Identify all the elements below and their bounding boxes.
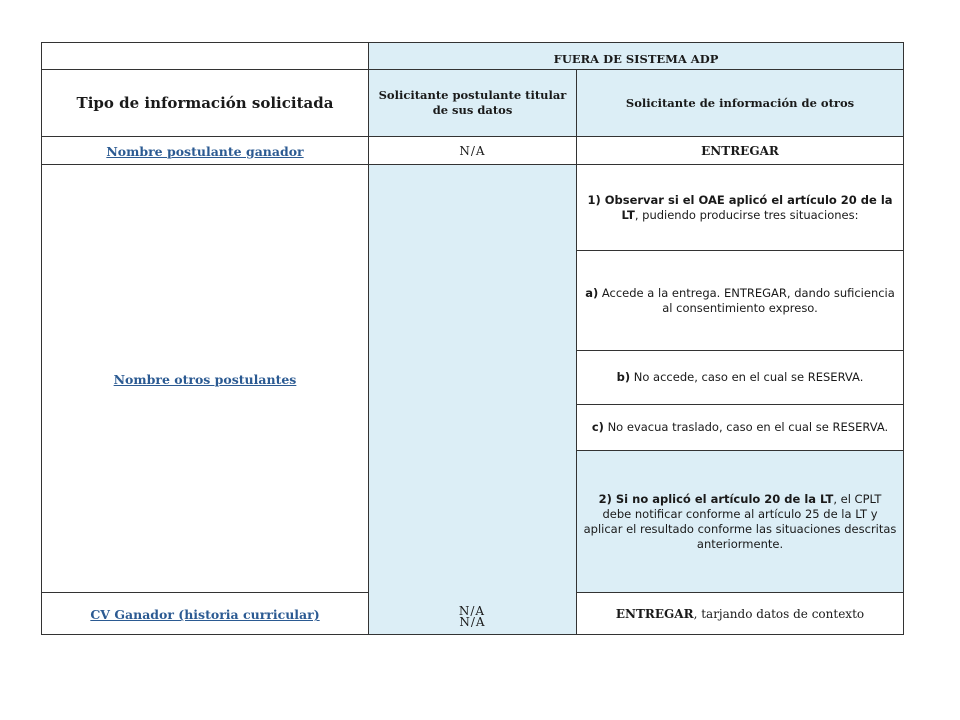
item-c-text: No evacua traslado, caso en el cual se RESERVA. bbox=[603, 420, 889, 434]
col-header-otros-text: Solicitante de información de otros bbox=[625, 95, 855, 110]
table-row bbox=[42, 165, 904, 251]
row-label-link-ganador[interactable]: Nombre postulante ganador bbox=[106, 144, 304, 159]
item-a-bold: a) bbox=[585, 285, 599, 300]
item-b-bold: b) bbox=[616, 370, 631, 384]
item-b-text: No accede, caso en el cual se RESERVA. bbox=[630, 370, 864, 384]
otros-value: ENTREGAR bbox=[701, 143, 779, 158]
otros-cell bbox=[577, 137, 904, 165]
titular-value: N/A bbox=[459, 143, 486, 158]
row-label-cell bbox=[42, 165, 369, 593]
information-table bbox=[41, 42, 904, 635]
header-row-columns bbox=[42, 70, 904, 137]
col-header-titular bbox=[369, 70, 577, 137]
cv-otros-bold: ENTREGAR bbox=[615, 606, 694, 621]
col-header-otros bbox=[577, 70, 904, 137]
group-header-cell bbox=[369, 43, 904, 70]
otros-cell-item-b bbox=[577, 351, 904, 405]
otros-cell bbox=[577, 593, 904, 635]
row-label-link-cv[interactable]: CV Ganador (historia curricular) bbox=[90, 607, 320, 622]
otros-cell-item-a bbox=[577, 251, 904, 351]
item-1-text: , pudiendo producirse tres situaciones: bbox=[634, 207, 859, 222]
item-1-bold: 1) Observar si el OAE aplicó el artículo 20 de la LT bbox=[587, 192, 893, 222]
cv-titular-value: N/A bbox=[458, 604, 486, 618]
otros-cell-item-2 bbox=[577, 451, 904, 593]
group-header-text: FUERA DE SISTEMA ADP bbox=[553, 52, 719, 66]
otros-cell-item-1 bbox=[577, 165, 904, 251]
titular-cell bbox=[369, 137, 577, 165]
otros-cell-item-c bbox=[577, 405, 904, 451]
item-c-bold: c) bbox=[591, 420, 604, 434]
row-label-cell bbox=[42, 137, 369, 165]
empty-corner-cell bbox=[42, 43, 369, 70]
col-header-titular-text: Solicitante postulante titular de sus datos bbox=[378, 88, 567, 117]
item-2-text: , el CPLT debe notificar conforme al artículo 25 de la LT y aplicar el resultado conforme las situaciones descritas anteriormente. bbox=[583, 491, 897, 551]
row-label-header bbox=[42, 70, 369, 137]
item-2-bold: 2) Si no aplicó el artículo 20 de la LT bbox=[598, 491, 834, 506]
table-row bbox=[42, 137, 904, 165]
row-label-cell bbox=[42, 593, 369, 635]
row-label-link-otros-postulantes[interactable]: Nombre otros postulantes bbox=[113, 372, 297, 387]
cv-otros-text: , tarjando datos de contexto bbox=[693, 606, 865, 621]
titular-value: N/A bbox=[459, 615, 486, 629]
item-a-text: Accede a la entrega. ENTREGAR, dando suficiencia al consentimiento expreso. bbox=[598, 285, 895, 315]
titular-cell bbox=[369, 165, 577, 635]
header-row-group bbox=[42, 43, 904, 70]
row-label-header-text: Tipo de información solicitada bbox=[76, 94, 334, 112]
